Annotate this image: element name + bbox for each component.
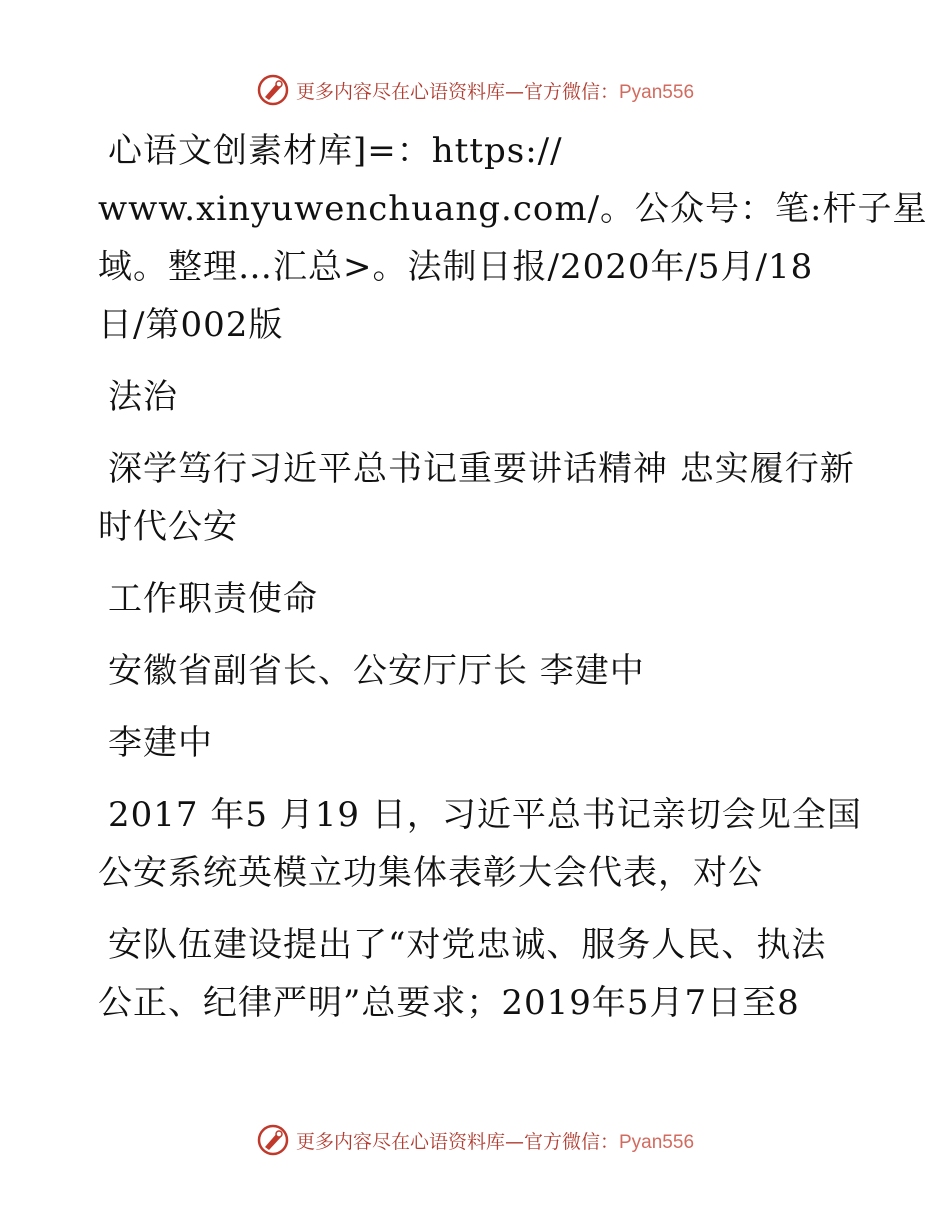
watermark-wechat-id: Pyan556 — [619, 1131, 695, 1153]
watermark-text — [296, 1127, 694, 1154]
text-line: www.xinyuwenchuang.com/。公众号：笔:杆子星 — [98, 189, 928, 229]
section-label: 法治 — [108, 377, 178, 417]
text-line: 公正、纪律严明”总要求；2019年5月7日至8 — [98, 983, 800, 1023]
paragraph-headline-cont — [98, 570, 858, 628]
text-line: 域。整理…汇总>。法制日报/2020年/5月/18 — [98, 247, 814, 287]
text-line: 安队伍建设提出了“对党忠诚、服务人民、执法 — [108, 925, 827, 965]
paragraph-section — [98, 368, 858, 426]
document-body — [98, 122, 928, 1032]
watermark-text-cn: 更多内容尽在心语资料库—官方微信： — [295, 1130, 619, 1153]
headline-line: 深学笃行习近平总书记重要讲话精神 忠实履行新 — [108, 449, 855, 489]
author-title: 安徽省副省长、公安厅厅长 李建中 — [108, 651, 645, 691]
footer-watermark — [0, 1120, 950, 1160]
text-line: 2017 年5 月19 日，习近平总书记亲切会见全国 — [108, 795, 862, 835]
text-line: 公安系统英模立功集体表彰大会代表，对公 — [98, 853, 763, 893]
headline-line: 工作职责使命 — [108, 579, 318, 619]
watermark-wechat-id: Pyan556 — [619, 81, 695, 103]
text-line: 日/第002版 — [98, 305, 284, 345]
paragraph-body-2 — [98, 916, 858, 1032]
watermark-text-cn: 更多内容尽在心语资料库—官方微信： — [295, 80, 619, 103]
paragraph-author-title — [98, 642, 858, 700]
paragraph-headline — [98, 440, 858, 556]
author-name: 李建中 — [108, 723, 213, 763]
pen-logo-icon — [256, 73, 290, 107]
paragraph-body-1 — [98, 786, 862, 902]
headline-line: 时代公安 — [98, 507, 238, 547]
paragraph-author-name — [98, 714, 858, 772]
text-line: 心语文创素材库]=：https:// — [108, 131, 563, 171]
paragraph-source — [98, 122, 928, 354]
watermark-text — [296, 77, 694, 104]
pen-logo-icon — [256, 1123, 290, 1157]
header-watermark — [0, 70, 950, 110]
